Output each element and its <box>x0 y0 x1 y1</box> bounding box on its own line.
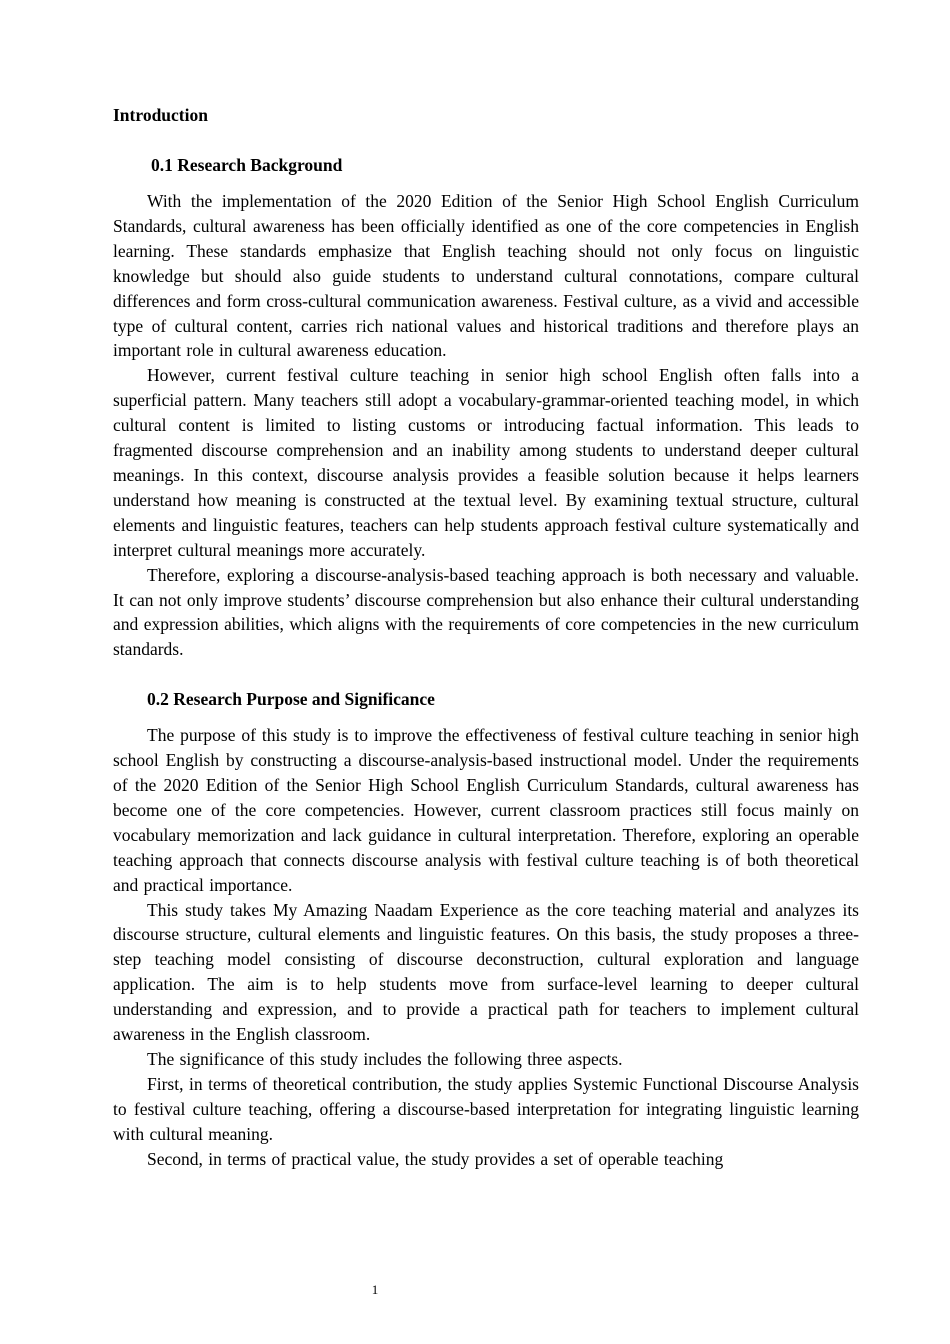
section-research-background <box>113 152 859 662</box>
paragraph: With the implementation of the 2020 Edition of the Senior High School English Curriculum Standards, cultural awareness has been officially identified as one of the core competencies in English learning. These standards emphasize that English teaching should not only focus on linguistic knowledge but should also guide students to understand cultural connotations, compare cultural differences and form cross-cultural communication awareness. Festival culture, as a vivid and accessible type of cultural content, carries rich national values and historical traditions and therefore plays an important role in cultural awareness education. <box>113 191 859 361</box>
paragraph: This study takes My Amazing Naadam Experience as the core teaching material and analyzes its discourse structure, cultural elements and linguistic features. On this basis, the study proposes a three-step teaching model consisting of discourse deconstruction, cultural exploration and language application. The aim is to help students move from surface-level learning to deeper cultural understanding and expression, and to provide a practical path for teachers to implement cultural awareness in the English classroom. <box>113 899 859 1045</box>
paragraph: The purpose of this study is to improve the effectiveness of festival culture teaching in senior high school English by constructing a discourse-analysis-based instructional model. Under the requirements of the 2020 Edition of the Senior High School English Curriculum Standards, cultural awareness has become one of the core competencies. However, current classroom practices still focus mainly on vocabulary memorization and lack guidance in cultural interpretation. Therefore, exploring an operable teaching approach that connects discourse analysis with festival culture teaching is of both theoretical and practical importance. <box>113 725 859 895</box>
document-title: Introduction <box>113 105 208 125</box>
page-number: 1 <box>371 1282 379 1297</box>
paragraph: The significance of this study includes the following three aspects. <box>147 1049 623 1069</box>
section-purpose-significance <box>113 686 859 1171</box>
section-heading: 0.1 Research Background <box>151 155 343 175</box>
paragraph: Second, in terms of practical value, the study provides a set of operable teaching <box>147 1148 724 1169</box>
paragraph: First, in terms of theoretical contribution, the study applies Systemic Functional Discourse Analysis to festival culture teaching, offering a discourse-based interpretation for integrating linguistic learning with cultural meaning. <box>113 1073 859 1144</box>
paragraph: Therefore, exploring a discourse-analysis-based teaching approach is both necessary and valuable. It can not only improve students’ discourse comprehension but also enhance their cultural understanding and expression abilities, which aligns with the requirements of core competencies in the new curriculum standards. <box>113 564 859 660</box>
section-heading: 0.2 Research Purpose and Significance <box>147 689 435 710</box>
document-page <box>113 102 859 1172</box>
paragraph: However, current festival culture teaching in senior high school English often falls into a superficial pattern. Many teachers still adopt a vocabulary-grammar-oriented teaching model, in which cultural content is limited to listing customs or introducing factual information. This leads to fragmented discourse comprehension and an inability among students to understand deeper cultural meanings. In this context, discourse analysis provides a feasible solution because it helps learners understand how meaning is constructed at the textual level. By examining textual structure, cultural elements and linguistic features, teachers can help students approach festival culture systematically and interpret cultural meanings more accurately. <box>113 365 859 560</box>
